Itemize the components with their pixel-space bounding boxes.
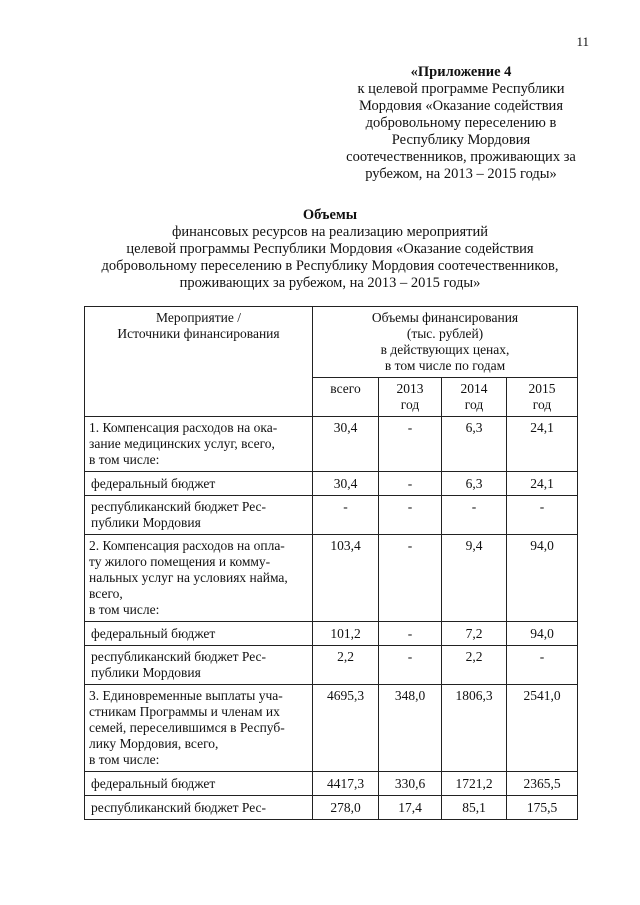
value-2013: -	[379, 535, 442, 622]
table-row	[85, 685, 578, 772]
appendix-title: «Приложение 4	[410, 64, 512, 80]
header-text: (тыс. рублей)	[406, 326, 484, 341]
col-header-total	[313, 378, 379, 417]
col-header-text: 2014	[460, 381, 488, 396]
label-line: республиканский бюджет Рес-	[91, 800, 267, 815]
label-line: публики Мордовия	[91, 665, 201, 680]
table-row	[85, 535, 578, 622]
col-header-text: год	[532, 397, 552, 412]
value-total: 278,0	[313, 796, 379, 820]
label-line: федеральный бюджет	[91, 626, 216, 641]
label-line: всего,	[89, 586, 123, 601]
header-text: Объемы финансирования	[371, 310, 519, 325]
row-label	[85, 472, 313, 496]
header-text: Мероприятие /	[156, 310, 241, 325]
heading-line: целевой программы Республики Мордовия «Оказание содействия	[126, 241, 534, 257]
table-row	[85, 472, 578, 496]
table-row	[85, 772, 578, 796]
label-line: стникам Программы и членам их	[89, 704, 280, 719]
value-2014: -	[442, 496, 507, 535]
label-line: зание медицинских услуг, всего,	[89, 436, 275, 451]
label-line: федеральный бюджет	[91, 776, 216, 791]
header-text: в действующих ценах,	[380, 342, 510, 357]
value-2013: -	[379, 496, 442, 535]
row-label	[85, 417, 313, 472]
label-line: семей, переселившимся в Респуб-	[89, 720, 285, 735]
appendix-header	[316, 64, 606, 183]
value-2014: 9,4	[442, 535, 507, 622]
value-total: 4417,3	[313, 772, 379, 796]
label-line: лику Мордовия, всего,	[89, 736, 219, 751]
value-2014: 6,3	[442, 472, 507, 496]
value-total: 103,4	[313, 535, 379, 622]
header-text: в том числе по годам	[384, 358, 506, 373]
col-header-2013	[379, 378, 442, 417]
table-row	[85, 646, 578, 685]
value-2015: 2541,0	[507, 685, 578, 772]
value-total: -	[313, 496, 379, 535]
table-row	[85, 622, 578, 646]
value-total: 30,4	[313, 472, 379, 496]
row-label	[85, 646, 313, 685]
value-2013: 348,0	[379, 685, 442, 772]
label-line: нальных услуг на условиях найма,	[89, 570, 288, 585]
value-2013: -	[379, 472, 442, 496]
heading-line: финансовых ресурсов на реализацию мероприятий	[172, 224, 488, 240]
value-2014: 7,2	[442, 622, 507, 646]
value-2014: 85,1	[442, 796, 507, 820]
header-text: Источники финансирования	[117, 326, 280, 341]
label-line: в том числе:	[89, 752, 160, 767]
value-2014: 2,2	[442, 646, 507, 685]
label-line: ту жилого помещения и комму-	[89, 554, 271, 569]
label-line: 3. Единовременные выплаты уча-	[89, 688, 283, 703]
label-line: в том числе:	[89, 452, 160, 467]
header-measure	[85, 307, 313, 417]
heading-line: проживающих за рубежом, на 2013 – 2015 годы»	[179, 275, 481, 291]
document-heading	[60, 207, 600, 292]
col-header-text: 2013	[396, 381, 424, 396]
table-header-row	[85, 307, 578, 378]
label-line: 1. Компенсация расходов на ока-	[89, 420, 278, 435]
appendix-line: Республику Мордовия	[391, 132, 531, 148]
value-total: 2,2	[313, 646, 379, 685]
value-2013: -	[379, 417, 442, 472]
value-2014: 1806,3	[442, 685, 507, 772]
value-2015: 175,5	[507, 796, 578, 820]
label-line: публики Мордовия	[91, 515, 201, 530]
label-line: республиканский бюджет Рес-	[91, 499, 267, 514]
value-total: 4695,3	[313, 685, 379, 772]
label-line: федеральный бюджет	[91, 476, 216, 491]
label-line: республиканский бюджет Рес-	[91, 649, 267, 664]
value-2015: 2365,5	[507, 772, 578, 796]
table-row	[85, 496, 578, 535]
value-2014: 6,3	[442, 417, 507, 472]
value-2013: 17,4	[379, 796, 442, 820]
col-header-2014	[442, 378, 507, 417]
table-row	[85, 417, 578, 472]
appendix-line: Мордовия «Оказание содействия	[359, 98, 563, 114]
appendix-line: добровольному переселению в	[365, 115, 557, 131]
funding-table	[84, 306, 578, 820]
value-2013: -	[379, 622, 442, 646]
row-label	[85, 496, 313, 535]
col-header-text: 2015	[528, 381, 556, 396]
appendix-line: рубежом, на 2013 – 2015 годы»	[365, 166, 557, 182]
row-label	[85, 772, 313, 796]
table-row	[85, 796, 578, 820]
value-2013: -	[379, 646, 442, 685]
page-number: 11	[576, 34, 589, 49]
value-2015: 94,0	[507, 622, 578, 646]
heading-title: Объемы	[302, 207, 358, 223]
value-2015: 24,1	[507, 472, 578, 496]
col-header-text: год	[464, 397, 484, 412]
col-header-2015	[507, 378, 578, 417]
value-2015: -	[507, 646, 578, 685]
appendix-line: соотечественников, проживающих за	[346, 149, 576, 165]
col-header-text: год	[400, 397, 420, 412]
value-2013: 330,6	[379, 772, 442, 796]
col-header-text: всего	[330, 381, 361, 396]
value-2015: 24,1	[507, 417, 578, 472]
label-line: 2. Компенсация расходов на опла-	[89, 538, 285, 553]
header-funding	[313, 307, 578, 378]
row-label	[85, 685, 313, 772]
value-2015: 94,0	[507, 535, 578, 622]
value-2014: 1721,2	[442, 772, 507, 796]
row-label	[85, 535, 313, 622]
heading-line: добровольному переселению в Республику Мордовия соотечественников,	[101, 258, 559, 274]
label-line: в том числе:	[89, 602, 160, 617]
value-total: 101,2	[313, 622, 379, 646]
row-label	[85, 796, 313, 820]
value-total: 30,4	[313, 417, 379, 472]
value-2015: -	[507, 496, 578, 535]
row-label	[85, 622, 313, 646]
appendix-line: к целевой программе Республики	[357, 81, 565, 97]
